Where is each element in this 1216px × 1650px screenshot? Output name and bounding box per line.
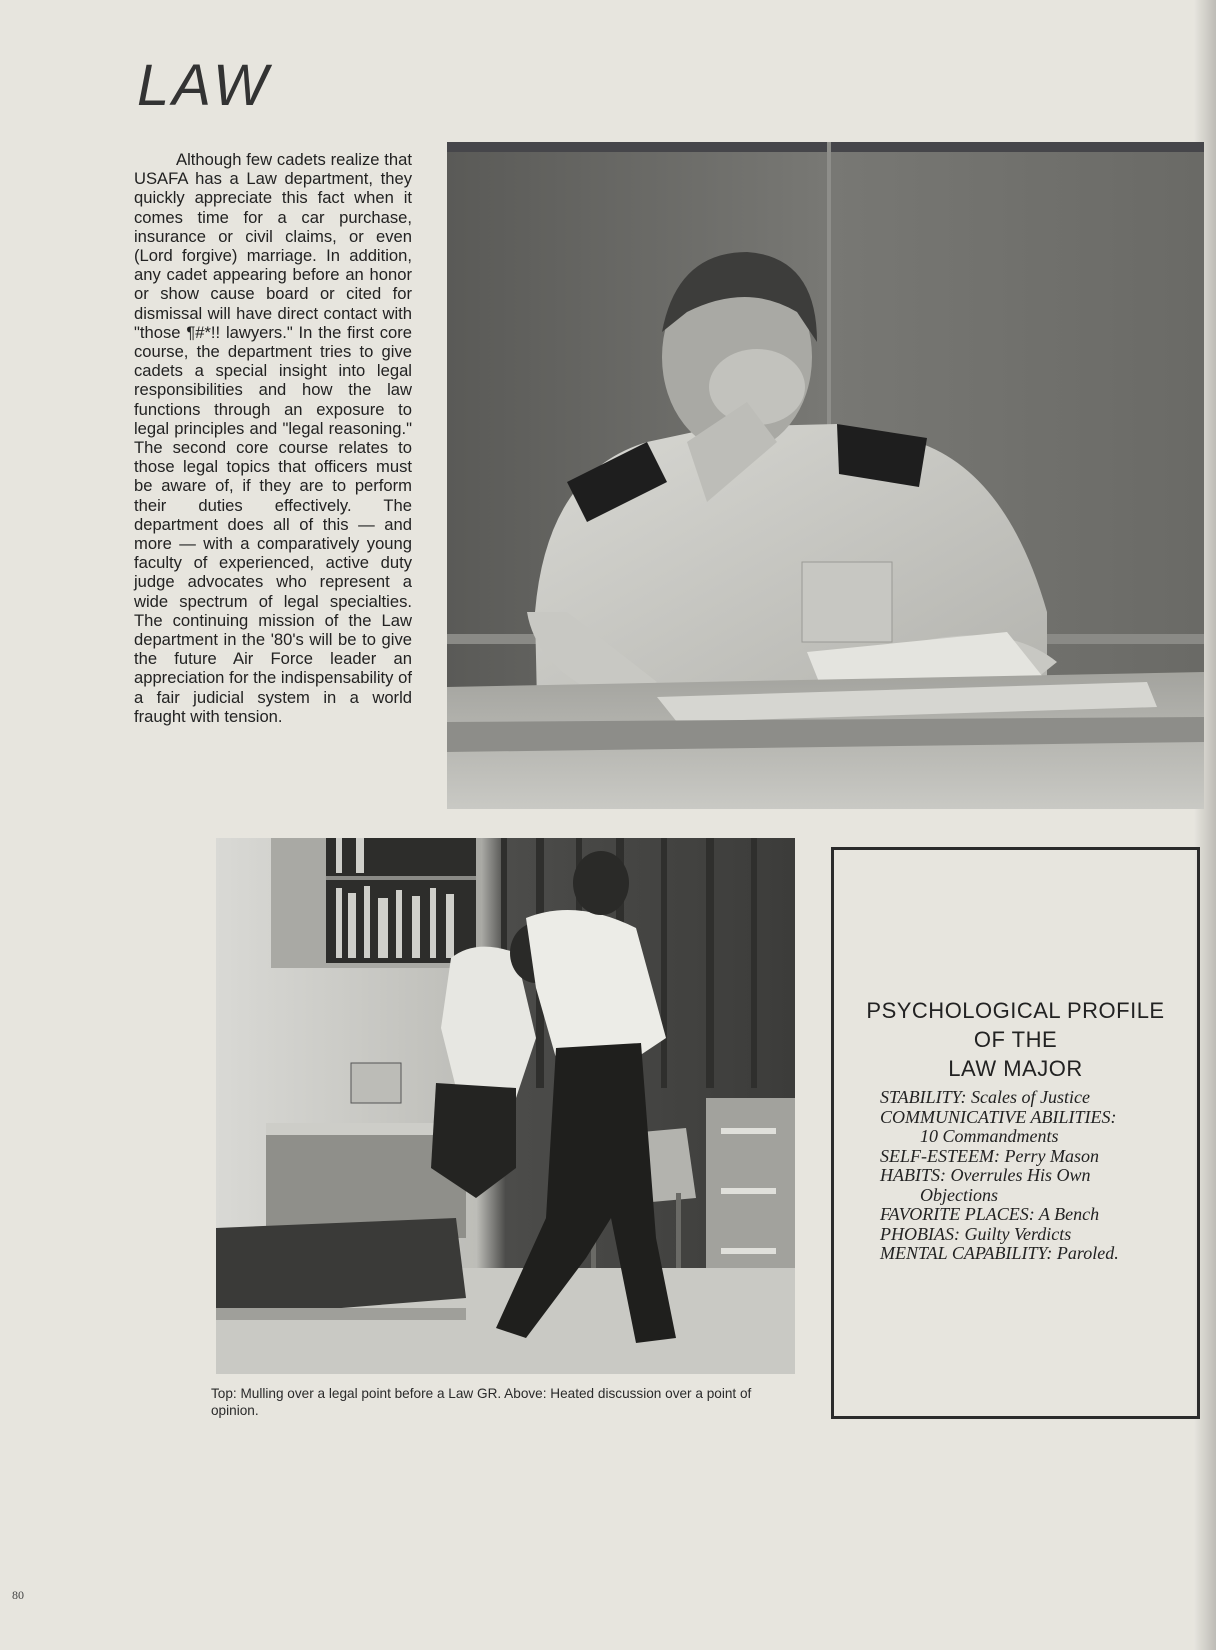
profile-item-favorite-places <box>880 1205 1200 1225</box>
photo-cadet-studying-art <box>447 142 1204 809</box>
profile-list <box>880 1088 1200 1264</box>
profile-item-stability <box>880 1088 1200 1108</box>
profile-item-self-esteem <box>880 1147 1200 1167</box>
photo-heated-discussion <box>216 838 795 1374</box>
profile-item-label: MENTAL CAPABILITY: <box>880 1243 1053 1263</box>
page-number: 80 <box>12 1588 24 1602</box>
profile-item-label: SELF-ESTEEM: <box>880 1145 1000 1166</box>
profile-item-value: Guilty Verdicts <box>964 1223 1072 1244</box>
profile-item-phobias <box>880 1225 1200 1245</box>
photo-caption: Top: Mulling over a legal point before a Law GR. Above: Heated discussion over a point of opinion. <box>211 1386 752 1418</box>
profile-item-habits <box>880 1166 1200 1205</box>
profile-item-label: PHOBIAS: <box>880 1223 960 1244</box>
profile-item-value-continued: Objections <box>920 1184 998 1205</box>
profile-item-value: Perry Mason <box>1004 1145 1099 1166</box>
page-title: LAW <box>137 53 271 118</box>
profile-item-value: Scales of Justice <box>971 1087 1090 1107</box>
profile-item-value: Overrules His Own <box>950 1165 1091 1185</box>
psychological-profile-box <box>831 847 1200 1419</box>
profile-item-label: FAVORITE PLACES: <box>880 1204 1035 1224</box>
profile-item-label: HABITS: <box>880 1165 946 1185</box>
profile-title <box>834 996 1197 1083</box>
photo-heated-discussion-art <box>216 838 795 1374</box>
profile-title-line: OF THE <box>973 1027 1058 1052</box>
profile-item-value: Paroled. <box>1056 1243 1119 1263</box>
profile-item-label: COMMUNICATIVE ABILITIES: <box>880 1106 1117 1127</box>
profile-item-value: A Bench <box>1038 1204 1100 1224</box>
photo-cadet-studying <box>447 142 1204 809</box>
profile-item-value: 10 Commandments <box>920 1126 1059 1146</box>
profile-title-line: PSYCHOLOGICAL PROFILE <box>866 998 1165 1023</box>
profile-item-communicative-abilities <box>880 1108 1200 1147</box>
profile-item-label: STABILITY: <box>880 1087 967 1107</box>
body-text: Although few cadets realize that USAFA has a Law department, they quickly appreciate this fact when it comes time for a car purchase, insurance or civil claims, or even (Lord forgive) marriage. In addition, any cadet appearing before an honor or show cause board or cited for dismissal will have direct contact with "those ¶#*!! lawyers." In the first core course, the department tries to give cadets a special insight into legal responsibilities and how the law functions through an exposure to legal principles and "legal reasoning." The second core course relates to those legal topics that officers must be aware of, if they are to perform their duties effectively. The department does all of this — and more — with a comparatively young faculty of experienced, active duty judge advocates who represent a wide spectrum of legal specialties. The continuing mission of the Law department in the '80's will be to give the future Air Force leader an appreciation for the indispensability of a fair judicial system in a world fraught with tension. <box>134 150 412 726</box>
profile-item-mental-capability <box>880 1244 1200 1264</box>
profile-title-line: LAW MAJOR <box>948 1056 1083 1081</box>
